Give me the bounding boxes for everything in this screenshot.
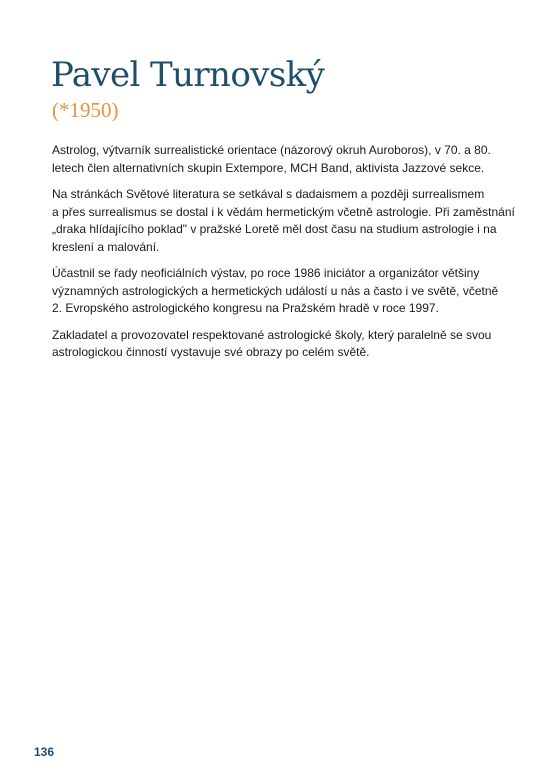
bio-paragraph	[52, 327, 502, 362]
text-line: astrologickou činností vystavuje své obrazy po celém světě.	[52, 345, 370, 359]
biography-text	[52, 142, 515, 371]
bio-paragraph	[52, 186, 515, 256]
text-line: 2. Evropského astrologického kongresu na Pražském hradě v roce 1997.	[52, 301, 439, 315]
text-line: Účastnil se řady neoficiálních výstav, po roce 1986 iniciátor a organizátor většiny	[52, 266, 480, 280]
text-line: letech člen alternativních skupin Extempore, MCH Band, aktivista Jazzové sekce.	[52, 160, 485, 175]
text-line: významných astrologických a hermetických událostí u nás a často i ve světě, včetně	[52, 283, 499, 298]
text-line: Na stránkách Světové literatura se setkával s dadaismem a později surrealismem	[52, 187, 485, 201]
bio-paragraph	[52, 142, 502, 177]
text-line: kreslení a malování.	[52, 239, 160, 254]
text-line: Astrolog, výtvarník surrealistické orientace (názorový okruh Auroboros), v 70. a 80.	[52, 143, 491, 157]
bio-paragraph	[52, 265, 502, 318]
page-number: 136	[34, 745, 55, 759]
text-line: „draka hlídajícího poklad" v pražské Loretě měl dost času na studium astrologie i na	[52, 222, 497, 236]
person-name: Pavel Turnovský	[51, 55, 325, 95]
text-line: Zakladatel a provozovatel respektované astrologické školy, který paralelně se svou	[52, 327, 492, 342]
birth-year: (*1950)	[52, 98, 119, 122]
text-line: a přes surrealismus se dostal i k vědám hermetickým včetně astrologie. Při zaměstnání	[52, 204, 515, 219]
